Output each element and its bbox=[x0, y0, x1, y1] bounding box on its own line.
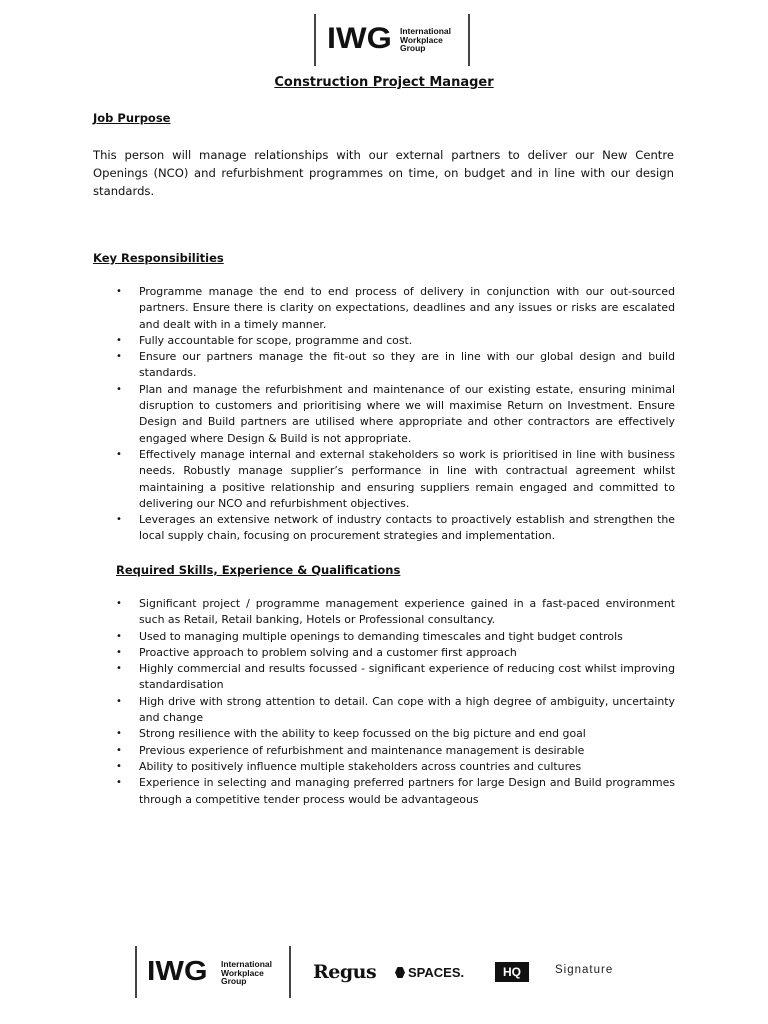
logo-divider bbox=[468, 14, 470, 66]
bullet-item bbox=[93, 775, 675, 808]
logo-sub-line: Workplace bbox=[400, 34, 443, 45]
bullet-icon: • bbox=[116, 514, 122, 526]
bullet-text: Experience in selecting and managing preferred partners for large Design and Build programmes through a competitive tender process would be advantageous bbox=[139, 776, 675, 806]
bullet-item bbox=[93, 726, 675, 742]
bullet-text: Programme manage the end to end process of delivery in conjunction with our out-sourced partners. Ensure there is clarity on expectations, deadlines and any issues or risks are escalated and dealt with in a timely manner. bbox=[139, 285, 675, 331]
hq-logo: HQ bbox=[495, 962, 529, 982]
bullet-icon: • bbox=[116, 334, 122, 346]
bullet-text: Effectively manage internal and external stakeholders so work is prioritised in line with business needs. Robustly manage supplier’s performance in line with contractual agreement whilst maintaining a positive relationship and ensuring suppliers remain engaged and committed to delivering our NCO and refurbishment objectives. bbox=[139, 447, 675, 510]
bullet-text: Plan and manage the refurbishment and maintenance of our existing estate, ensuring minimal disruption to customers and prioritising where we will maximise Return on Investment. Ensure Design and Build partners are utilised where appropriate and other contractors are effectively engaged where Design & Build is not appropriate. bbox=[139, 382, 675, 445]
bullet-icon: • bbox=[116, 777, 122, 789]
bullet-item bbox=[93, 349, 675, 382]
bullet-item bbox=[93, 447, 675, 512]
bullet-icon: • bbox=[116, 728, 122, 740]
bullet-text: Used to managing multiple openings to demanding timescales and tight budget controls bbox=[139, 629, 623, 643]
regus-logo: Regus bbox=[313, 961, 377, 983]
bullet-icon: • bbox=[116, 598, 122, 609]
bullet-item bbox=[93, 596, 675, 629]
bullet-icon: • bbox=[116, 286, 122, 297]
bullet-icon: • bbox=[116, 646, 122, 658]
bullet-text: Highly commercial and results focussed - significant experience of reducing cost whilst improving standardisation bbox=[139, 662, 675, 692]
bullet-text: Proactive approach to problem solving and a customer first approach bbox=[139, 645, 517, 659]
key-responsibilities-heading: Key Responsibilities bbox=[93, 251, 224, 265]
logo-sub-line: Group bbox=[400, 43, 426, 53]
footer-divider bbox=[135, 946, 137, 998]
iwg-header-logo bbox=[314, 14, 470, 66]
bullet-icon: • bbox=[116, 760, 122, 772]
bullet-icon: • bbox=[116, 744, 122, 756]
bullet-item bbox=[93, 694, 675, 727]
footer-logo-subtitle bbox=[221, 960, 272, 986]
logo-sub-line: International bbox=[221, 959, 273, 969]
job-purpose-text: This person will manage relationships with our external partners to deliver our New Centre Openings (NCO) and refurbishment programmes on time, on budget and in line with our design standards. bbox=[93, 148, 674, 198]
bullet-text: High drive with strong attention to detail. Can cope with a high degree of ambiguity, uncertainty and change bbox=[139, 694, 675, 725]
logo-wordmark: IWG bbox=[327, 22, 392, 55]
bullet-icon: • bbox=[116, 383, 122, 395]
bullet-text: Significant project / programme management experience gained in a fast-paced environment such as Retail, Retail banking, Hotels or Professional consultancy. bbox=[139, 597, 675, 627]
footer-iwg-logo: IWG bbox=[147, 955, 208, 986]
bullet-item bbox=[93, 743, 675, 759]
bullet-text: Strong resilience with the ability to keep focussed on the big picture and end goal bbox=[139, 727, 586, 741]
brand-footer bbox=[135, 946, 635, 998]
bullet-item bbox=[93, 382, 675, 447]
bullet-icon: • bbox=[116, 351, 122, 363]
logo-subtitle bbox=[400, 27, 451, 53]
bullet-item bbox=[93, 661, 675, 694]
key-responsibilities-list bbox=[93, 284, 675, 545]
bullet-item bbox=[93, 645, 675, 661]
footer-divider bbox=[289, 946, 291, 998]
bullet-item bbox=[93, 759, 675, 775]
required-skills-list bbox=[93, 596, 675, 808]
bullet-icon: • bbox=[116, 695, 122, 707]
logo-sub-line: Workplace bbox=[221, 967, 264, 978]
spaces-logo bbox=[395, 965, 464, 980]
bullet-text: Ability to positively influence multiple stakeholders across countries and cultures bbox=[139, 759, 582, 773]
bullet-text: Fully accountable for scope, programme and cost. bbox=[139, 333, 413, 347]
bullet-text: Leverages an extensive network of industry contacts to proactively establish and strengthen the local supply chain, focusing on procurement strategies and implementation. bbox=[139, 513, 675, 543]
logo-sub-line: International bbox=[400, 26, 452, 36]
hexagon-icon bbox=[395, 967, 405, 978]
bullet-icon: • bbox=[116, 663, 122, 675]
signature-logo: Signature bbox=[555, 964, 614, 976]
bullet-item bbox=[93, 333, 675, 349]
spaces-label: SPACES. bbox=[408, 965, 465, 980]
bullet-text: Previous experience of refurbishment and maintenance management is desirable bbox=[139, 743, 585, 757]
document-title: Construction Project Manager bbox=[274, 75, 494, 90]
bullet-icon: • bbox=[116, 448, 122, 460]
bullet-item bbox=[93, 629, 675, 645]
bullet-item bbox=[93, 512, 675, 545]
logo-sub-line: Group bbox=[221, 976, 247, 986]
required-skills-heading: Required Skills, Experience & Qualifications bbox=[116, 563, 401, 577]
bullet-icon: • bbox=[116, 630, 122, 642]
bullet-item bbox=[93, 284, 675, 333]
bullet-text: Ensure our partners manage the fit-out so they are in line with our global design and build standards. bbox=[139, 350, 675, 380]
logo-divider bbox=[314, 14, 316, 66]
job-purpose-heading: Job Purpose bbox=[93, 111, 171, 125]
